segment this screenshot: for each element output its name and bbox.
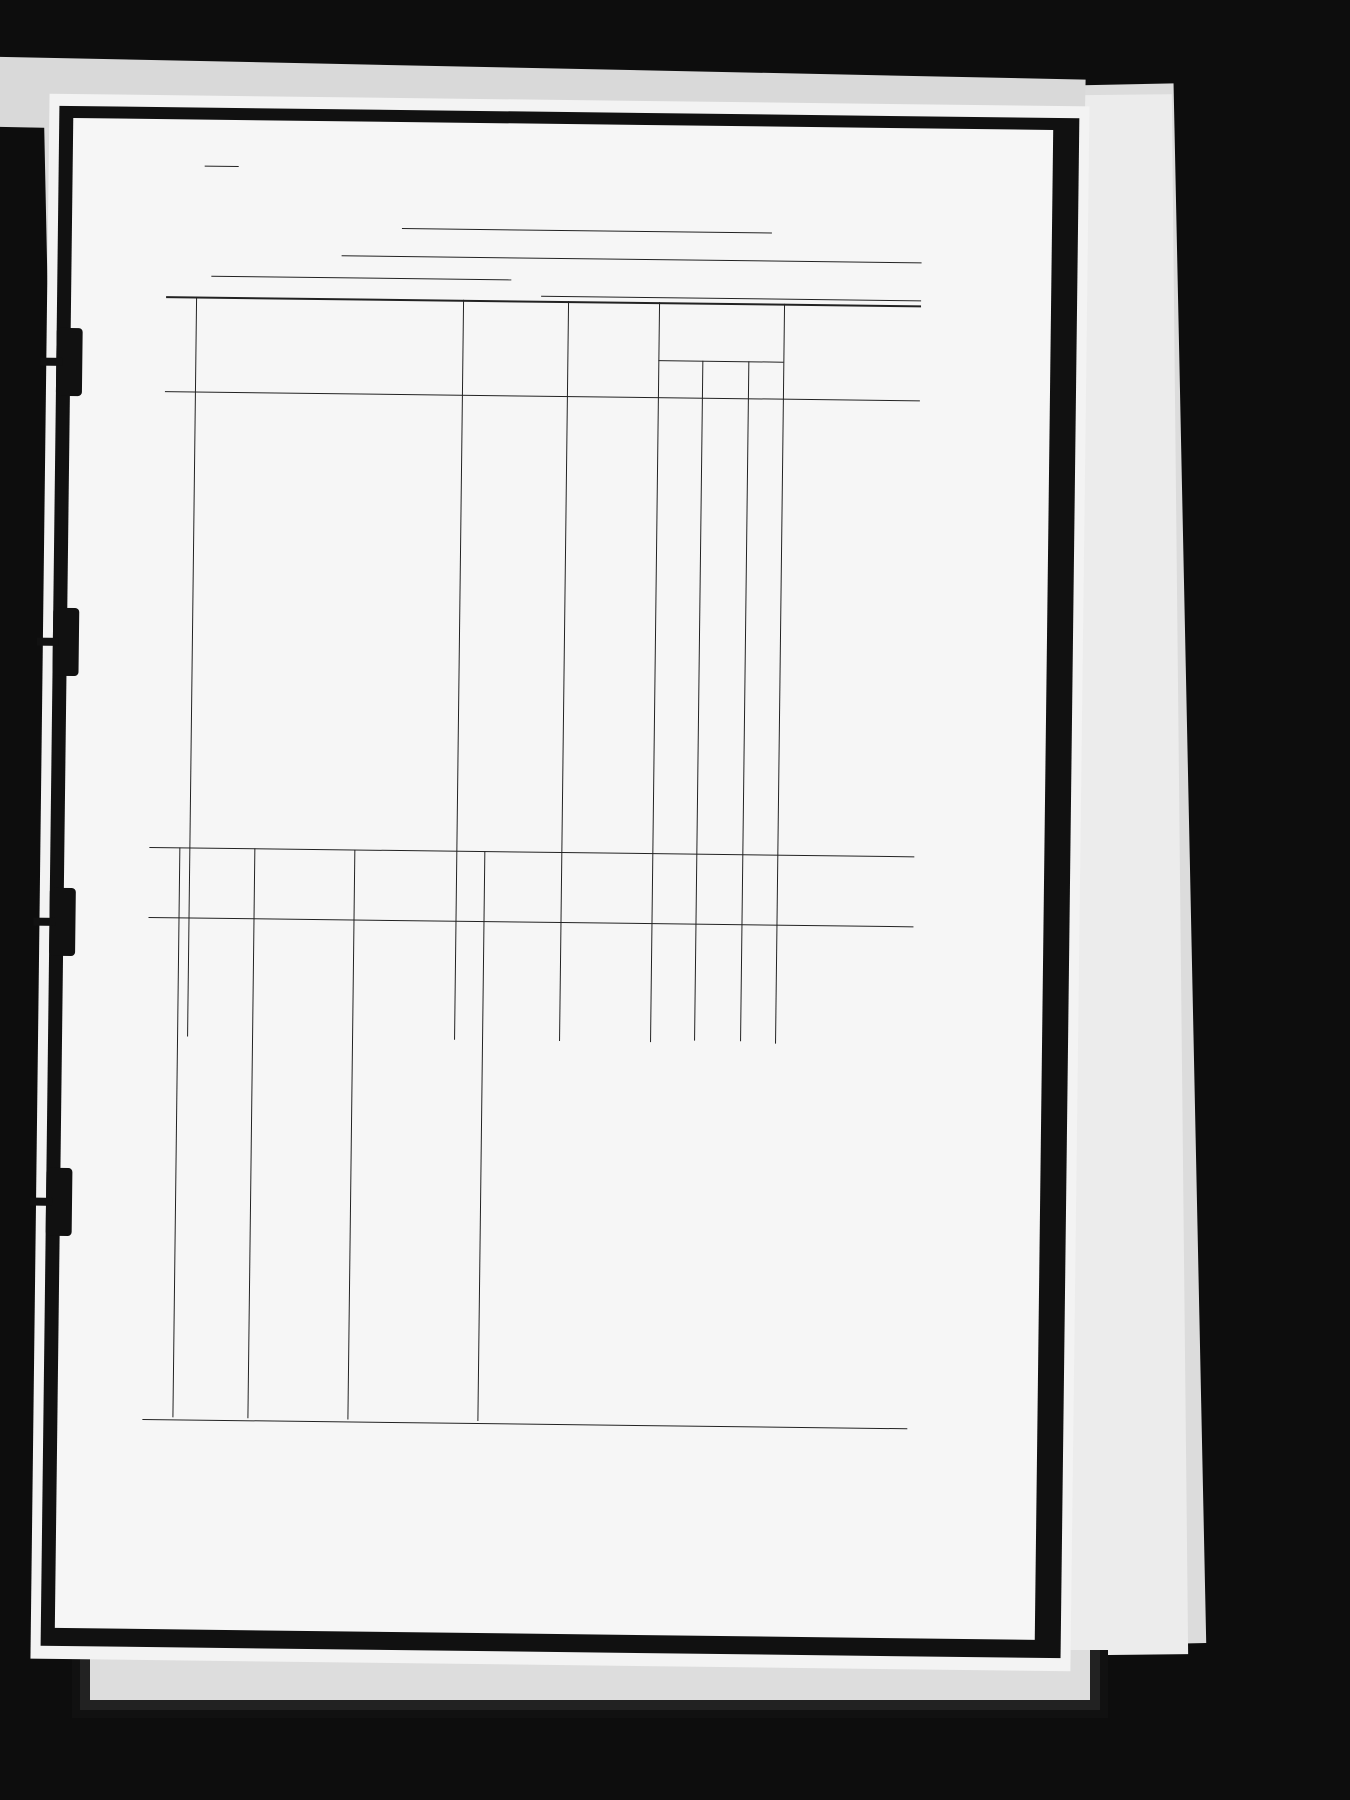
- col-service-note: [470, 359, 562, 360]
- binder-clip-icon: [49, 888, 76, 956]
- binder-clip-icon: [46, 1168, 73, 1236]
- col-enlistment-header: [667, 347, 777, 348]
- col-place-header: [792, 373, 912, 374]
- report-page: [30, 94, 1089, 1672]
- photocopy-border: [41, 106, 1080, 1658]
- col-rating-header: [572, 356, 654, 357]
- col-branch-header: [184, 885, 250, 886]
- binder-clip-icon: [56, 328, 83, 396]
- col-service-header: [469, 343, 565, 344]
- col-names-note: [201, 342, 459, 345]
- report-of-changes-form: [55, 118, 1053, 1640]
- col-date-header: [360, 886, 480, 887]
- binder-clip-icon: [52, 608, 79, 676]
- col-change-header: [260, 872, 350, 873]
